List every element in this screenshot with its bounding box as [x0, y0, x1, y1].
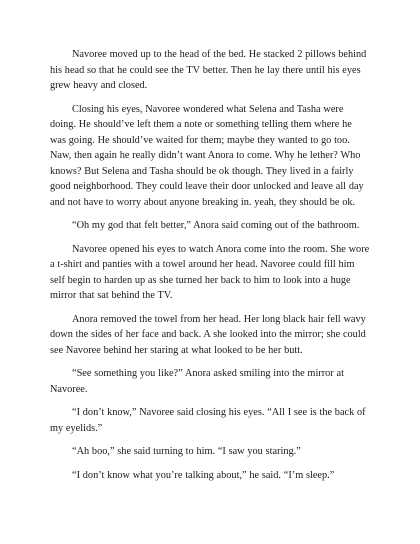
- paragraph: “Oh my god that felt better,” Anora said coming out of the bathroom.: [72, 220, 360, 231]
- paragraph: Navoree opened his eyes to watch Anora come into the room. She wore a t-shirt and panties with a towel around her head. Navoree could fill him self begin to harden up as she turned her back to him to look into a huge mirror that sat behind the TV.: [50, 243, 370, 301]
- paragraph: “See something you like?” Anora asked smiling into the mirror at Navoree.: [50, 368, 344, 395]
- paragraph: “I don’t know,” Navoree said closing his eyes. “All I see is the back of my eyelids.”: [50, 407, 366, 434]
- paragraph: Closing his eyes, Navoree wondered what Selena and Tasha were doing. He should’ve left them a note or something telling them where he was going. He should’ve waited for them; maybe they wanted to go too. Naw, then again he really didn’t want Anora to come. Why he lether? Who knows? But Selena and Tasha should be ok though. They lived in a fairly good neighborhood. They could leave their door unlocked and leave all day and not have to worry about anyone breaking in. yeah, they should be ok.: [50, 103, 364, 208]
- paragraph: “I don’t know what you’re talking about,” he said. “I’m sleep.”: [72, 469, 335, 481]
- paragraph: Anora removed the towel from her head. Her long black hair fell wavy down the sides of her face and back. A she looked into the mirror; she could see Navoree behind her staring at what looked to be her butt.: [50, 313, 366, 356]
- paragraph: Navoree moved up to the head of the bed. He stacked 2 pillows behind his head so that he could see the TV better. Then he lay there until his eyes grew heavy and closed.: [50, 49, 367, 91]
- paragraph: “Ah boo,” she said turning to him. “I saw you staring.”: [72, 446, 301, 457]
